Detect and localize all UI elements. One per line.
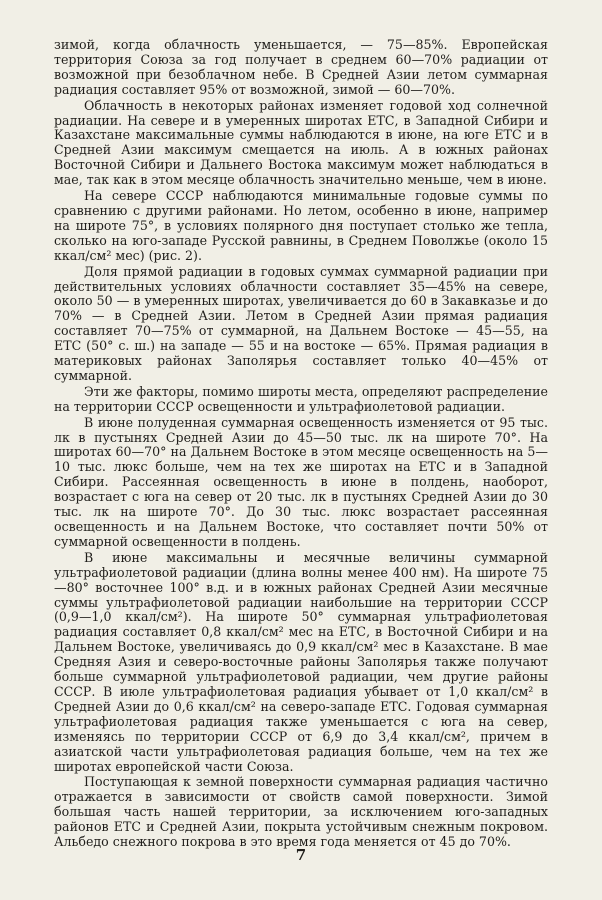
paragraph-direct-radiation: Доля прямой радиации в годовых суммах суммарной радиации при действительных условиях облачности составляет 35—45% на севере, около 50 — в умеренных широтах, увеличивается до 60 в Закавказье и до 70% — в Средней Азии. Летом в Средней Азии прямая радиация составляет 70—75% от суммарной, на Дальнем Востоке — 45—55, на ЕТС (50° с. ш.) на западе — 55 и на востоке — 65%. Прямая радиация в материковых районах Заполярья составляет только 40—45% от суммарной. <box>54 263 548 383</box>
paragraph-factors: Эти же факторы, помимо широты места, определяют распределение на территории СССР освещенности и ультрафиолетовой радиации. <box>54 383 548 414</box>
paragraph-ultraviolet: В июне максимальны и месячные величины суммарной ультрафиолетовой радиации (длина волны менее 400 нм). На широте 75—80° восточнее 100° в.д. и в южных районах Средней Азии месячные суммы ультрафиолетовой радиации наибольшие на территории СССР (0,9—1,0 ккал/см²). На широте 50° суммарная ультрафиолетовая радиация составляет 0,8 ккал/см² мес на ЕТС, в Восточной Сибири и на Дальнем Востоке, увеличиваясь до 0,9 ккал/см² мес в Казахстане. В мае Средняя Азия и северо-восточные районы Заполярья также получают больше суммарной ультрафиолетовой радиации, чем другие районы СССР. В июле ультрафиолетовая радиация убывает от 1,0 ккал/см² в Средней Азии до 0,6 ккал/см² на северо-западе ЕТС. Годовая суммарная ультрафиолетовая радиация также уменьшается с юга на север, изменяясь по территории СССР от 6,9 до 3,4 ккал/см², причем в азиатской части ультрафиолетовая радиация больше, чем на тех же широтах европейской части Союза. <box>54 549 548 774</box>
page-body <box>54 38 548 850</box>
page-number: 7 <box>295 846 307 864</box>
paragraph-albedo: Поступающая к земной поверхности суммарная радиация частично отражается в зависимости от свойств самой поверхности. Зимой большая часть нашей территории, за исключением юго-западных районов ЕТС и Средней Азии, покрыта устойчивым снежным покровом. Альбедо снежного покрова в это время года меняется от 45 до 70%. <box>54 774 548 850</box>
paragraph-illuminance: В июне полуденная суммарная освещенность изменяется от 95 тыс. лк в пустынях Средней Азии до 45—50 тыс. лк на широте 70°. На широтах 60—70° на Дальнем Востоке в этом месяце освещенность на 5—10 тыс. люкс больше, чем на тех же широтах на ЕТС и в Западной Сибири. Рассеянная освещенность в июне в полдень, наоборот, возрастает с юга на север от 20 тыс. лк в пустынях Средней Азии до 30 тыс. лк на широте 70°. До 30 тыс. люкс возрастает рассеянная освещенность и на Дальнем Востоке, что составляет почти 50% от суммарной освещенности в полдень. <box>54 414 548 549</box>
paragraph-cloudiness: Облачность в некоторых районах изменяет годовой ход солнечной радиации. На севере и в умеренных широтах ЕТС, в Западной Сибири и Казахстане максимальные суммы наблюдаются в июне, на юге ЕТС и в Средней Азии максимум смещается на июль. А в южных районах Восточной Сибири и Дальнего Востока максимум может наблюдаться в мае, так как в этом месяце облачность значительно меньше, чем в июне. <box>54 97 548 188</box>
paragraph-north-ussr: На севере СССР наблюдаются минимальные годовые суммы по сравнению с другими районами. Но летом, особенно в июне, например на широте 75°, в условиях полярного дня поступает столько же тепла, сколько на юго-западе Русской равнины, в Среднем Поволжье (около 15 ккал/см² мес) (рис. 2). <box>54 188 548 263</box>
paragraph-continuation: зимой, когда облачность уменьшается, — 75—85%. Европейская территория Союза за год получает в среднем 60—70% радиации от возможной при безоблачном небе. В Средней Азии летом суммарная радиация составляет 95% от возможной, зимой — 60—70%. <box>54 37 548 97</box>
